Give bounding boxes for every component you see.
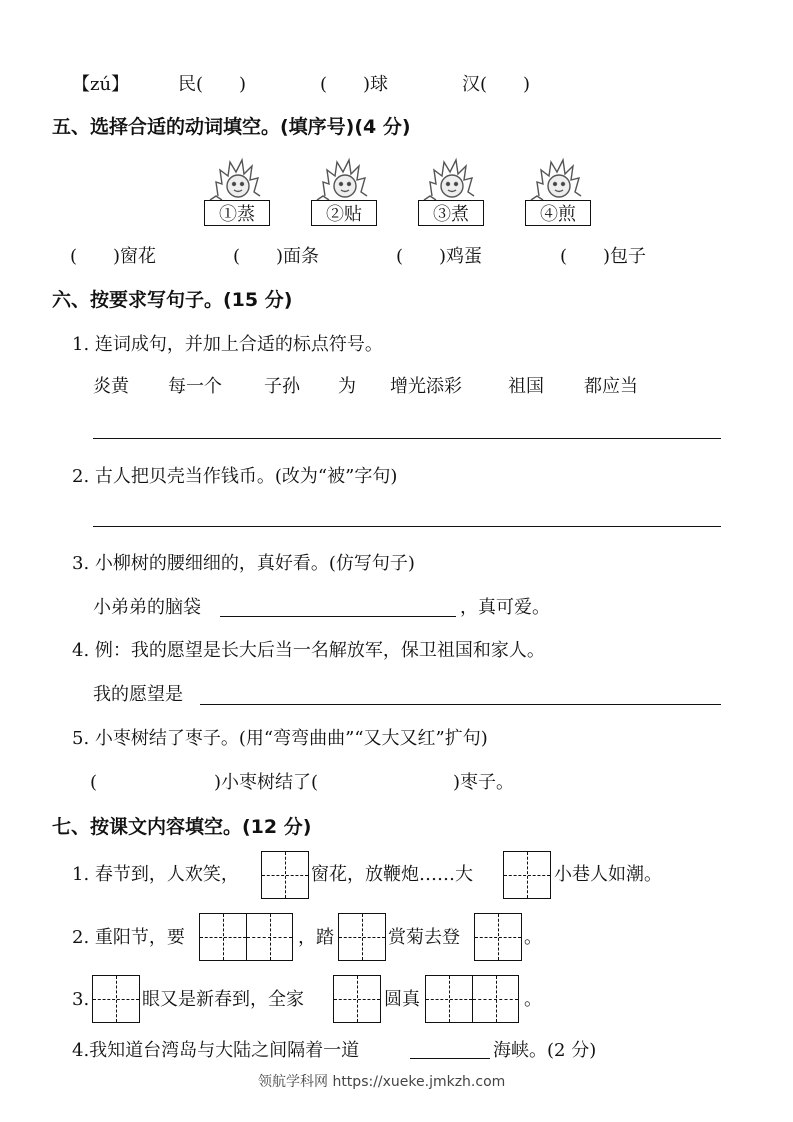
answer-prefix: 我的愿望是 [93, 684, 183, 705]
section6-heading: 六、按要求写句子。(15 分) [52, 289, 293, 311]
writing-grid[interactable] [474, 913, 522, 961]
writing-grid[interactable] [92, 975, 140, 1023]
fill-text: 。 [524, 927, 542, 948]
writing-grid[interactable] [261, 851, 309, 899]
word-chip: 子孙 [264, 376, 300, 397]
word-chip: 祖国 [508, 376, 544, 397]
writing-grid[interactable] [503, 851, 551, 899]
fill-text: 窗花，放鞭炮……大 [311, 864, 473, 885]
fill-text: 3. [72, 989, 90, 1010]
verb-blank: ( )包子 [560, 246, 647, 267]
section7-heading: 七、按课文内容填空。(12 分) [52, 816, 312, 838]
fill-text: 1. 春节到，人欢笑， [72, 864, 239, 885]
verb-card [525, 156, 597, 228]
verb-card-label: ③煮 [418, 200, 484, 226]
answer-line[interactable] [93, 438, 721, 439]
question-prompt: 5. 小枣树结了枣子。(用“弯弯曲曲”“又大又红”扩句) [72, 728, 488, 749]
fill-text: ，踏 [298, 927, 334, 948]
answer-prefix: 小弟弟的脑袋 [93, 597, 201, 618]
pinyin-label: 【zú】 [72, 74, 130, 95]
fill-text: 小巷人如潮。 [554, 864, 662, 885]
answer-line[interactable] [410, 1058, 490, 1059]
answer-line[interactable] [93, 526, 721, 527]
answer-line[interactable] [220, 616, 456, 617]
fill-text: 海峡。(2 分) [493, 1040, 597, 1061]
verb-card-label: ①蒸 [204, 200, 270, 226]
question-prompt: 2. 古人把贝壳当作钱币。(改为“被”字句) [72, 466, 398, 487]
fill-text: 圆真 [384, 989, 420, 1010]
word-chip: 为 [338, 376, 356, 397]
verb-card [204, 156, 276, 228]
verb-card-label: ④煎 [525, 200, 591, 226]
expand-blank: )枣子。 [453, 772, 515, 793]
expand-blank: ( [90, 772, 98, 793]
verb-card-label: ②贴 [311, 200, 377, 226]
word-chip: 增光添彩 [390, 376, 462, 397]
fill-text: 4.我知道台湾岛与大陆之间隔着一道 [72, 1040, 360, 1061]
answer-line[interactable] [200, 704, 721, 705]
expand-blank: )小枣树结了( [214, 772, 319, 793]
answer-suffix: ，真可爱。 [460, 597, 550, 618]
hedgehog-icon [204, 156, 268, 206]
writing-grid[interactable] [425, 975, 519, 1023]
hedgehog-icon [311, 156, 375, 206]
writing-grid[interactable] [338, 913, 386, 961]
fill-blank-item: ( )球 [320, 74, 389, 95]
verb-card [311, 156, 383, 228]
verb-blank: ( )窗花 [70, 246, 157, 267]
fill-text: 。 [524, 989, 542, 1010]
hedgehog-icon [418, 156, 482, 206]
verb-blank: ( )面条 [233, 246, 320, 267]
verb-card [418, 156, 490, 228]
fill-text: 2. 重阳节，要 [72, 927, 185, 948]
question-prompt: 4. 例：我的愿望是长大后当一名解放军，保卫祖国和家人。 [72, 640, 545, 661]
question-prompt: 1. 连词成句，并加上合适的标点符号。 [72, 334, 383, 355]
fill-blank-item: 民( ) [178, 74, 247, 95]
word-chip: 每一个 [168, 376, 222, 397]
word-chip: 都应当 [584, 376, 638, 397]
question-prompt: 3. 小柳树的腰细细的，真好看。(仿写句子) [72, 553, 415, 574]
word-chip: 炎黄 [93, 376, 129, 397]
writing-grid[interactable] [333, 975, 381, 1023]
fill-blank-item: 汉( ) [462, 74, 531, 95]
hedgehog-icon [525, 156, 589, 206]
section5-heading: 五、选择合适的动词填空。(填序号)(4 分) [52, 116, 411, 138]
writing-grid[interactable] [199, 913, 293, 961]
fill-text: 赏菊去登 [388, 927, 460, 948]
footer-watermark: 领航学科网 https://xueke.jmkzh.com [258, 1074, 506, 1090]
verb-blank: ( )鸡蛋 [396, 246, 483, 267]
fill-text: 眼又是新春到，全家 [142, 989, 304, 1010]
